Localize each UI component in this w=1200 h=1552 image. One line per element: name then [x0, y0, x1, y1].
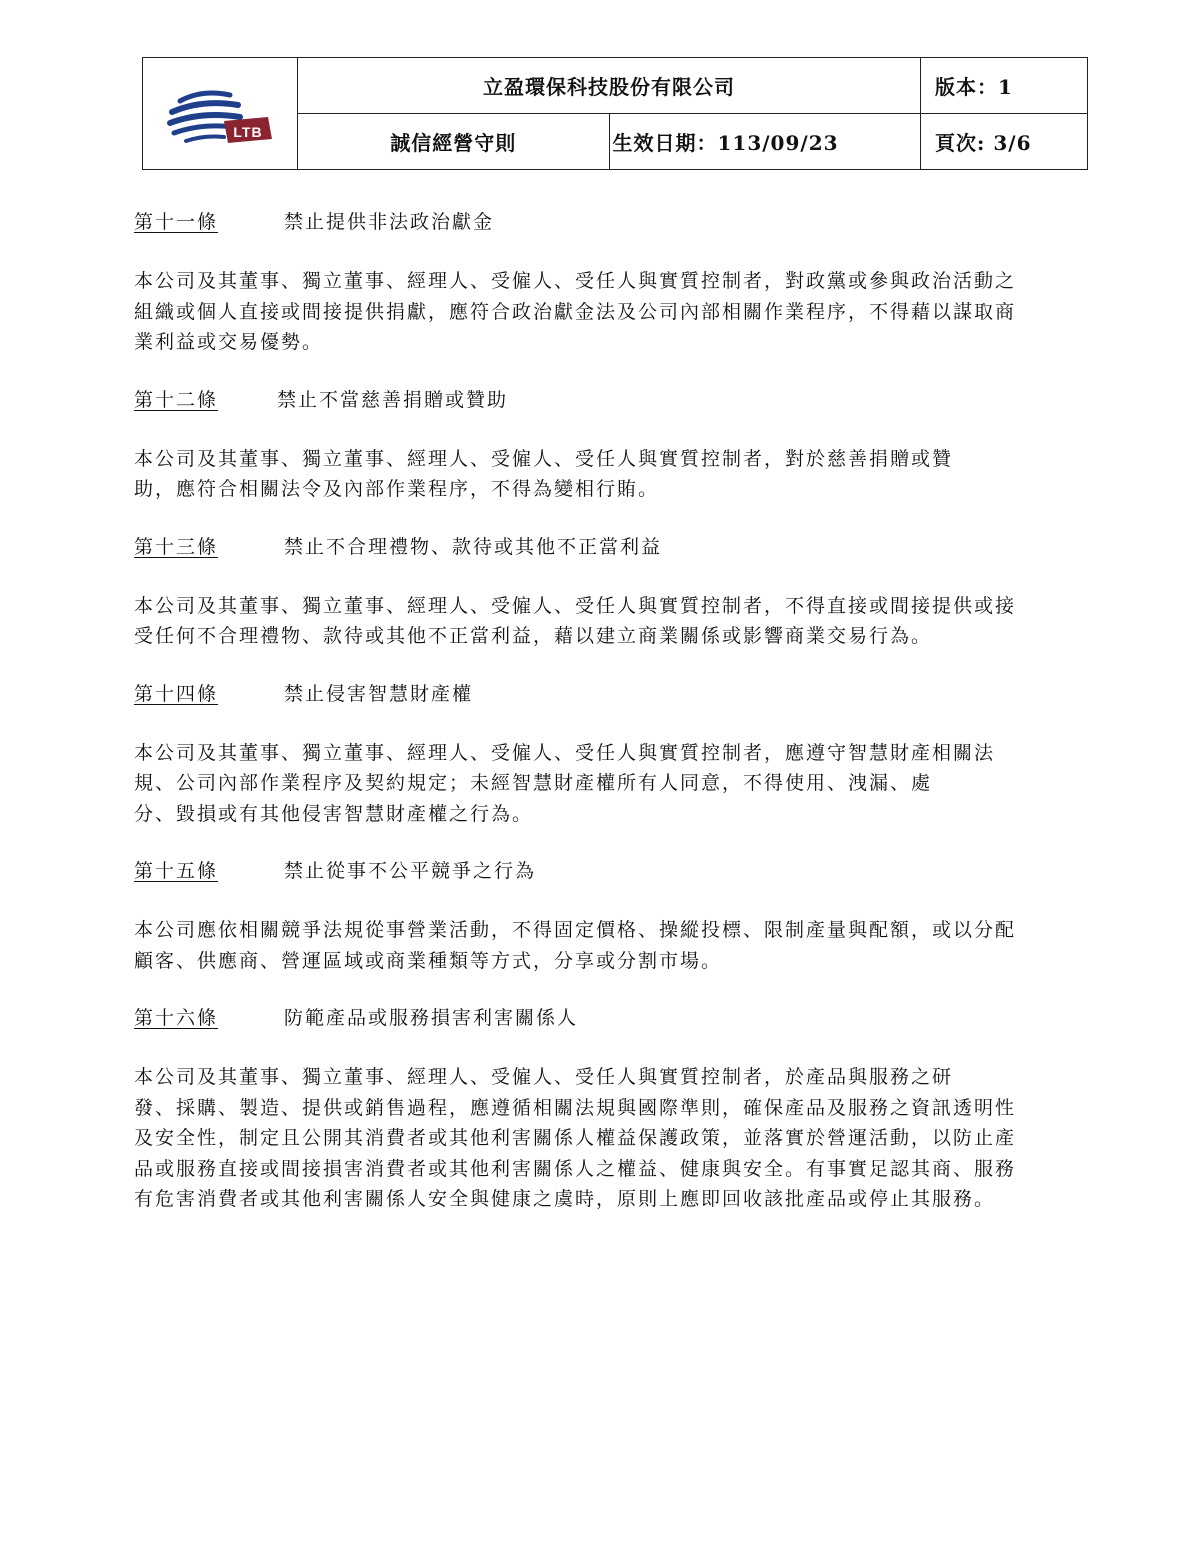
- page-number: 頁次: 3/6: [921, 114, 1088, 170]
- company-name: 立盈環保科技股份有限公司: [298, 58, 921, 114]
- effective-date: 生效日期：113/09/23: [609, 114, 921, 170]
- article-heading: [134, 386, 1074, 414]
- article-text: [134, 591, 1074, 652]
- article-heading: [134, 857, 1074, 885]
- version-label: 版本：1: [921, 58, 1088, 114]
- article-title: 禁止提供非法政治獻金: [284, 211, 495, 233]
- article-text: [134, 915, 1074, 976]
- text-line: 本公司及其董事、獨立董事、經理人、受僱人、受任人與實質控制者，不得直接或間接提供或接: [134, 594, 1017, 617]
- article-number: 第十二條: [134, 388, 219, 411]
- article-number: 第十一條: [134, 211, 219, 233]
- article-text: [134, 1062, 1074, 1215]
- text-line: 本公司及其董事、獨立董事、經理人、受僱人、受任人與實質控制者，應遵守智慧財產相關法: [134, 741, 996, 764]
- logo-text: LTB: [233, 123, 263, 140]
- document-title: 誠信經營守則: [298, 114, 610, 170]
- text-line: 組織或個人直接或間接提供捐獻，應符合政治獻金法及公司內部相關作業程序，不得藉以謀取商: [134, 300, 1017, 323]
- article-14: [134, 680, 1074, 830]
- article-title: 禁止侵害智慧財產權: [284, 682, 474, 705]
- article-title: 防範產品或服務損害利害關係人: [284, 1007, 579, 1029]
- text-line: 分、毀損或有其他侵害智慧財產權之行為。: [134, 802, 534, 825]
- article-text: [134, 738, 1074, 830]
- text-line: 品或服務直接或間接損害消費者或其他利害關係人之權益、健康與安全。有事實足認其商、服務: [134, 1157, 1017, 1180]
- article-16: [134, 1004, 1074, 1215]
- article-12: [134, 386, 1074, 505]
- text-line: 發、採購、製造、提供或銷售過程，應遵循相關法規與國際準則，確保產品及服務之資訊透明性: [134, 1096, 1017, 1119]
- text-line: 本公司及其董事、獨立董事、經理人、受僱人、受任人與實質控制者，於產品與服務之研: [134, 1066, 954, 1088]
- article-heading: [134, 1004, 1074, 1032]
- article-number: 第十六條: [134, 1007, 219, 1029]
- text-line: 顧客、供應商、營運區域或商業種類等方式，分享或分割市場。: [134, 949, 723, 972]
- document-header-table: [142, 57, 1088, 170]
- article-13: [134, 533, 1074, 652]
- document-body: [134, 208, 1074, 1243]
- text-line: 本公司及其董事、獨立董事、經理人、受僱人、受任人與實質控制者，對於慈善捐贈或贊: [134, 447, 954, 470]
- article-title: 禁止不合理禮物、款待或其他不正當利益: [284, 535, 663, 558]
- article-title: 禁止從事不公平競爭之行為: [284, 860, 537, 882]
- article-text: [134, 266, 1074, 358]
- article-heading: [134, 533, 1074, 561]
- text-line: 有危害消費者或其他利害關係人安全與健康之虞時，原則上應即回收該批產品或停止其服務。: [134, 1188, 996, 1210]
- text-line: 及安全性，制定且公開其消費者或其他利害關係人權益保護政策，並落實於營運活動，以防止產: [134, 1127, 1017, 1149]
- article-title: 禁止不當慈善捐贈或贊助: [277, 388, 509, 411]
- company-logo-icon: [143, 81, 297, 147]
- article-15: [134, 857, 1074, 976]
- text-line: 本公司及其董事、獨立董事、經理人、受僱人、受任人與實質控制者，對政黨或參與政治活動之: [134, 270, 1017, 292]
- article-heading: [134, 680, 1074, 708]
- text-line: 助，應符合相關法令及內部作業程序，不得為變相行賄。: [134, 478, 660, 500]
- article-number: 第十四條: [134, 682, 219, 705]
- article-heading: [134, 208, 1074, 236]
- text-line: 受任何不合理禮物、款待或其他不正當利益，藉以建立商業關係或影響商業交易行為。: [134, 625, 933, 647]
- text-line: 業利益或交易優勢。: [134, 331, 324, 353]
- logo-cell: [143, 58, 298, 170]
- text-line: 規、公司內部作業程序及契約規定；未經智慧財產權所有人同意，不得使用、洩漏、處: [134, 772, 933, 794]
- text-line: 本公司應依相關競爭法規從事營業活動，不得固定價格、操縱投標、限制產量與配額，或以分配: [134, 919, 1017, 941]
- article-11: [134, 208, 1074, 358]
- article-number: 第十三條: [134, 535, 219, 558]
- article-text: [134, 444, 1074, 505]
- article-number: 第十五條: [134, 860, 219, 882]
